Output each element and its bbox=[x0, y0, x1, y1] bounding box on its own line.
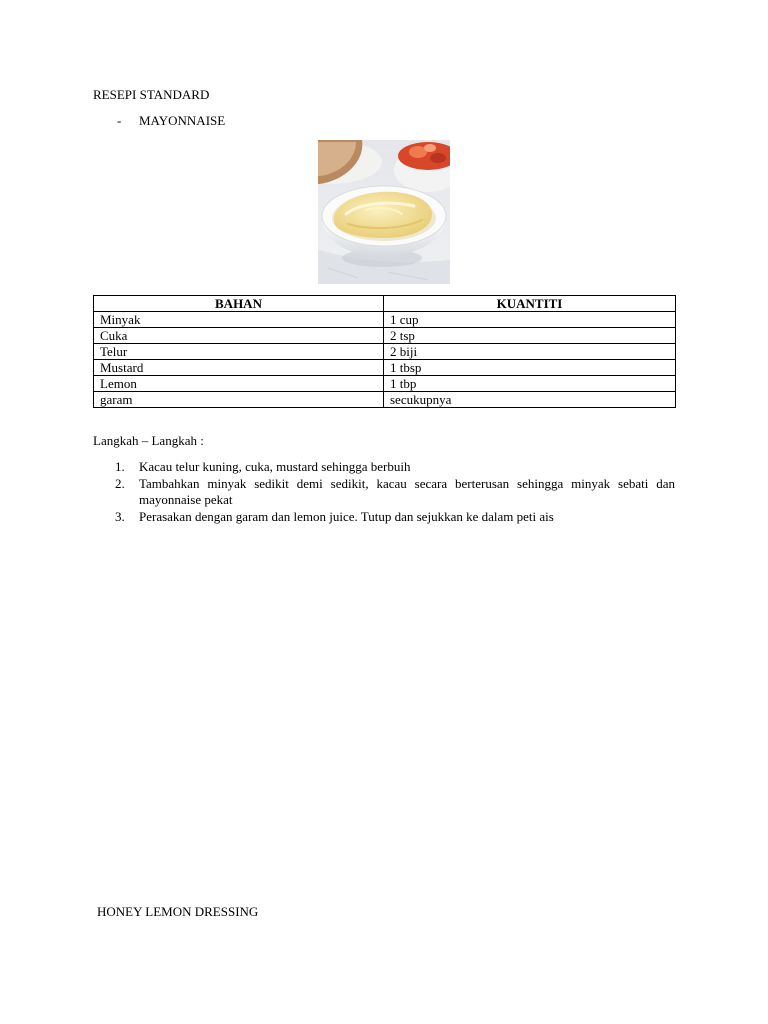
quantity-cell: 1 cup bbox=[384, 312, 676, 328]
step-text: Tambahkan minyak sedikit demi sedikit, kacau secara berterusan sehingga minyak sebati dan mayonnaise pekat bbox=[139, 476, 675, 507]
mayonnaise-photo bbox=[318, 140, 450, 284]
ingredient-cell: Lemon bbox=[94, 376, 384, 392]
step-number: 3. bbox=[115, 509, 125, 524]
ingredient-cell: Mustard bbox=[94, 360, 384, 376]
ingredient-cell: garam bbox=[94, 392, 384, 408]
step-text: Kacau telur kuning, cuka, mustard sehingga berbuih bbox=[139, 459, 411, 474]
step-item bbox=[93, 509, 675, 525]
quantity-cell: 1 tbsp bbox=[384, 360, 676, 376]
table-row bbox=[94, 312, 676, 328]
subtitle-bullet: - bbox=[117, 113, 122, 128]
steps-list bbox=[93, 459, 675, 526]
recipe-heading: RESEPI STANDARD bbox=[93, 87, 210, 102]
step-text: Perasakan dengan garam dan lemon juice. Tutup dan sejukkan ke dalam peti ais bbox=[139, 509, 554, 524]
ingredients-table bbox=[93, 295, 676, 408]
ingredient-cell: Telur bbox=[94, 344, 384, 360]
quantity-cell: secukupnya bbox=[384, 392, 676, 408]
table-row bbox=[94, 376, 676, 392]
recipe-name: MAYONNAISE bbox=[139, 113, 226, 128]
table-row bbox=[94, 328, 676, 344]
quantity-cell: 2 biji bbox=[384, 344, 676, 360]
next-recipe-heading: HONEY LEMON DRESSING bbox=[97, 904, 259, 919]
steps-heading: Langkah – Langkah : bbox=[93, 433, 204, 448]
step-number: 1. bbox=[115, 459, 125, 474]
table-row bbox=[94, 392, 676, 408]
step-item bbox=[93, 459, 675, 475]
ingredient-cell: Minyak bbox=[94, 312, 384, 328]
column-header-bahan: BAHAN bbox=[94, 296, 384, 312]
column-header-kuantiti: KUANTITI bbox=[384, 296, 676, 312]
step-item bbox=[93, 476, 675, 508]
quantity-cell: 1 tbp bbox=[384, 376, 676, 392]
step-number: 2. bbox=[115, 476, 125, 491]
ingredient-cell: Cuka bbox=[94, 328, 384, 344]
table-row bbox=[94, 344, 676, 360]
quantity-cell: 2 tsp bbox=[384, 328, 676, 344]
table-header-row bbox=[94, 296, 676, 312]
table-row bbox=[94, 360, 676, 376]
